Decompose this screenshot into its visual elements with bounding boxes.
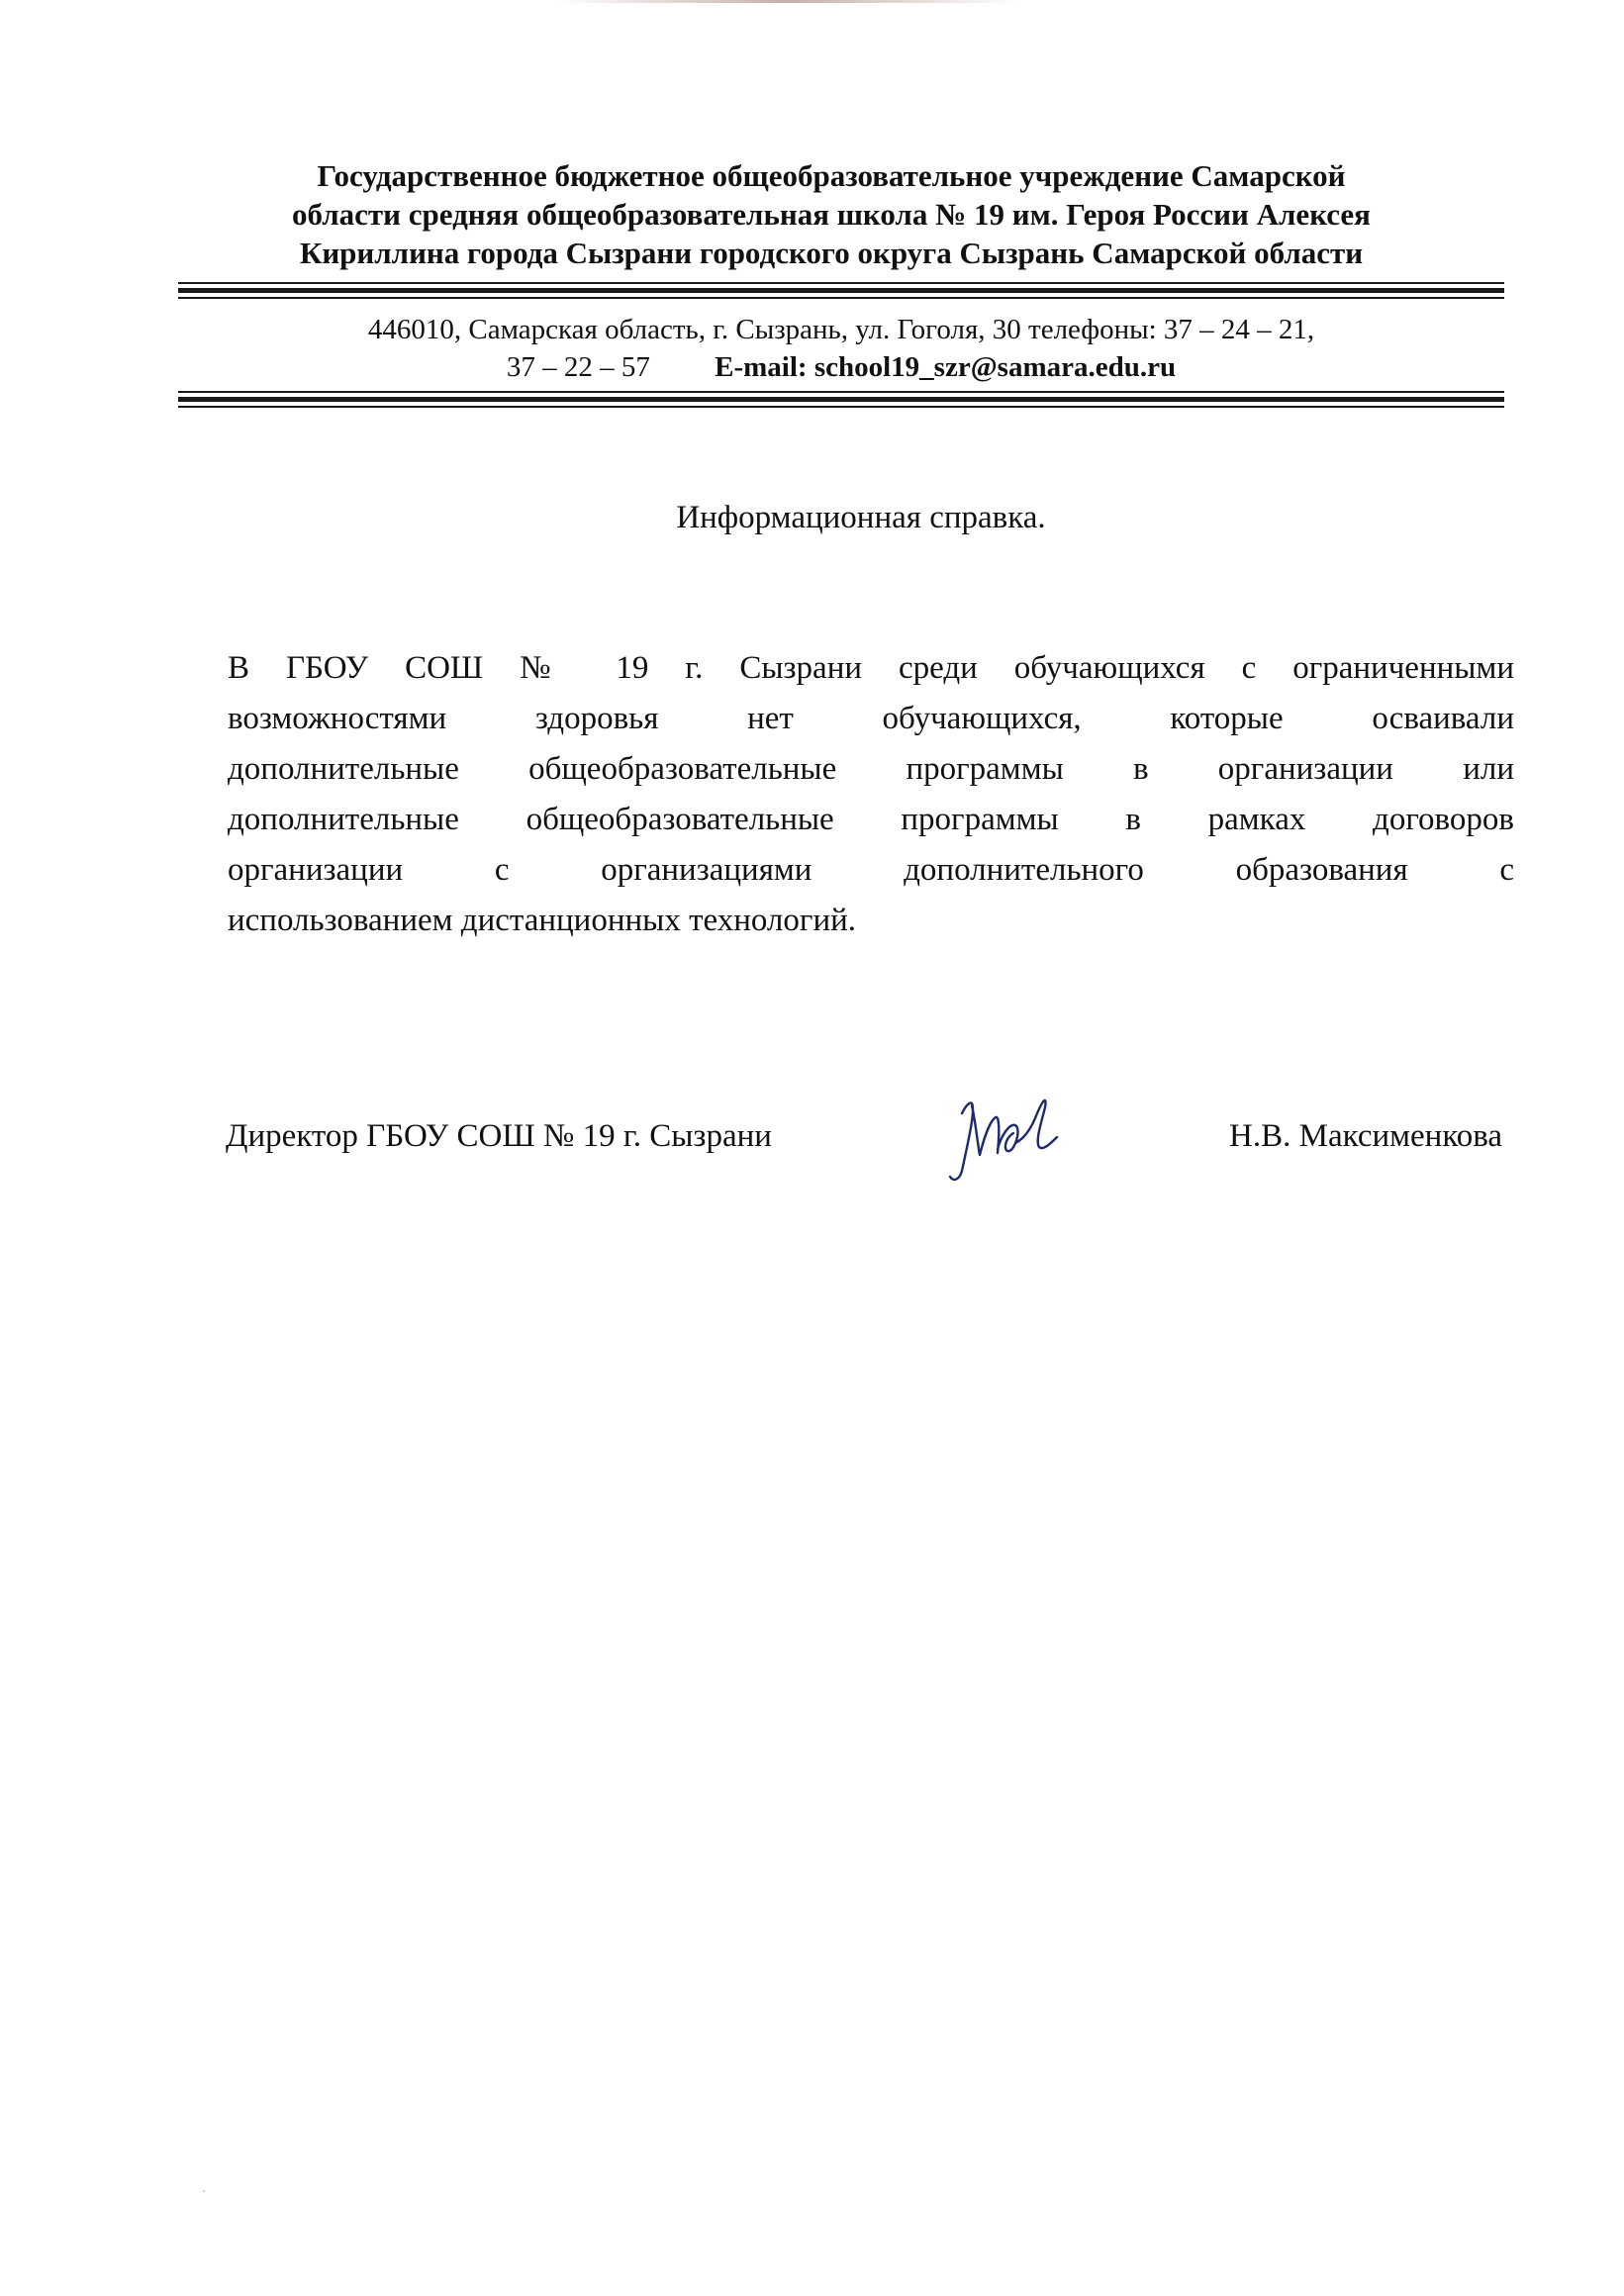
org-name-line-2: области средняя общеобразовательная школа № 19 им. Героя России Алексея <box>292 197 1371 232</box>
org-name-line-3: Кириллина города Сызрани городского округа Сызрань Самарской области <box>299 236 1364 270</box>
body-line: дополнительные общеобразовательные программы в организации или <box>228 751 1514 787</box>
body-line: использованием дистанционных технологий. <box>228 903 857 938</box>
phone-number: 37 – 22 – 57 <box>506 351 650 383</box>
body-line: возможностями здоровья нет обучающихся, которые осваивали <box>228 701 1514 736</box>
document-body <box>228 643 1514 946</box>
body-line: организации с организациями дополнительного образования с <box>228 852 1514 888</box>
signatory-name: Н.В. Максименкова <box>1229 1118 1502 1154</box>
handwritten-signature <box>940 1084 1069 1193</box>
contact-block <box>178 311 1504 386</box>
body-line: дополнительные общеобразовательные программы в рамках договоров <box>228 802 1514 837</box>
contact-line <box>178 348 1504 386</box>
scan-edge-mark <box>554 0 1019 3</box>
org-name-line-1: Государственное бюджетное общеобразовательное учреждение Самарской <box>317 158 1346 193</box>
document-title: Информационная справка. <box>676 500 1046 535</box>
body-line: В ГБОУ СОШ № 19 г. Сызрани среди обучающихся с ограниченными <box>228 650 1514 686</box>
address-line: 446010, Самарская область, г. Сызрань, ул. Гоголя, 30 телефоны: 37 – 24 – 21, <box>367 314 1315 345</box>
header-divider-bottom <box>178 391 1504 408</box>
signatory-position: Директор ГБОУ СОШ № 19 г. Сызрани <box>226 1118 772 1154</box>
header-divider-top <box>178 282 1504 299</box>
organization-header <box>178 156 1484 272</box>
signature-block <box>226 1118 1522 1178</box>
email-address: E-mail: school19_szr@samara.edu.ru <box>715 351 1177 383</box>
scan-speck <box>203 2190 205 2192</box>
